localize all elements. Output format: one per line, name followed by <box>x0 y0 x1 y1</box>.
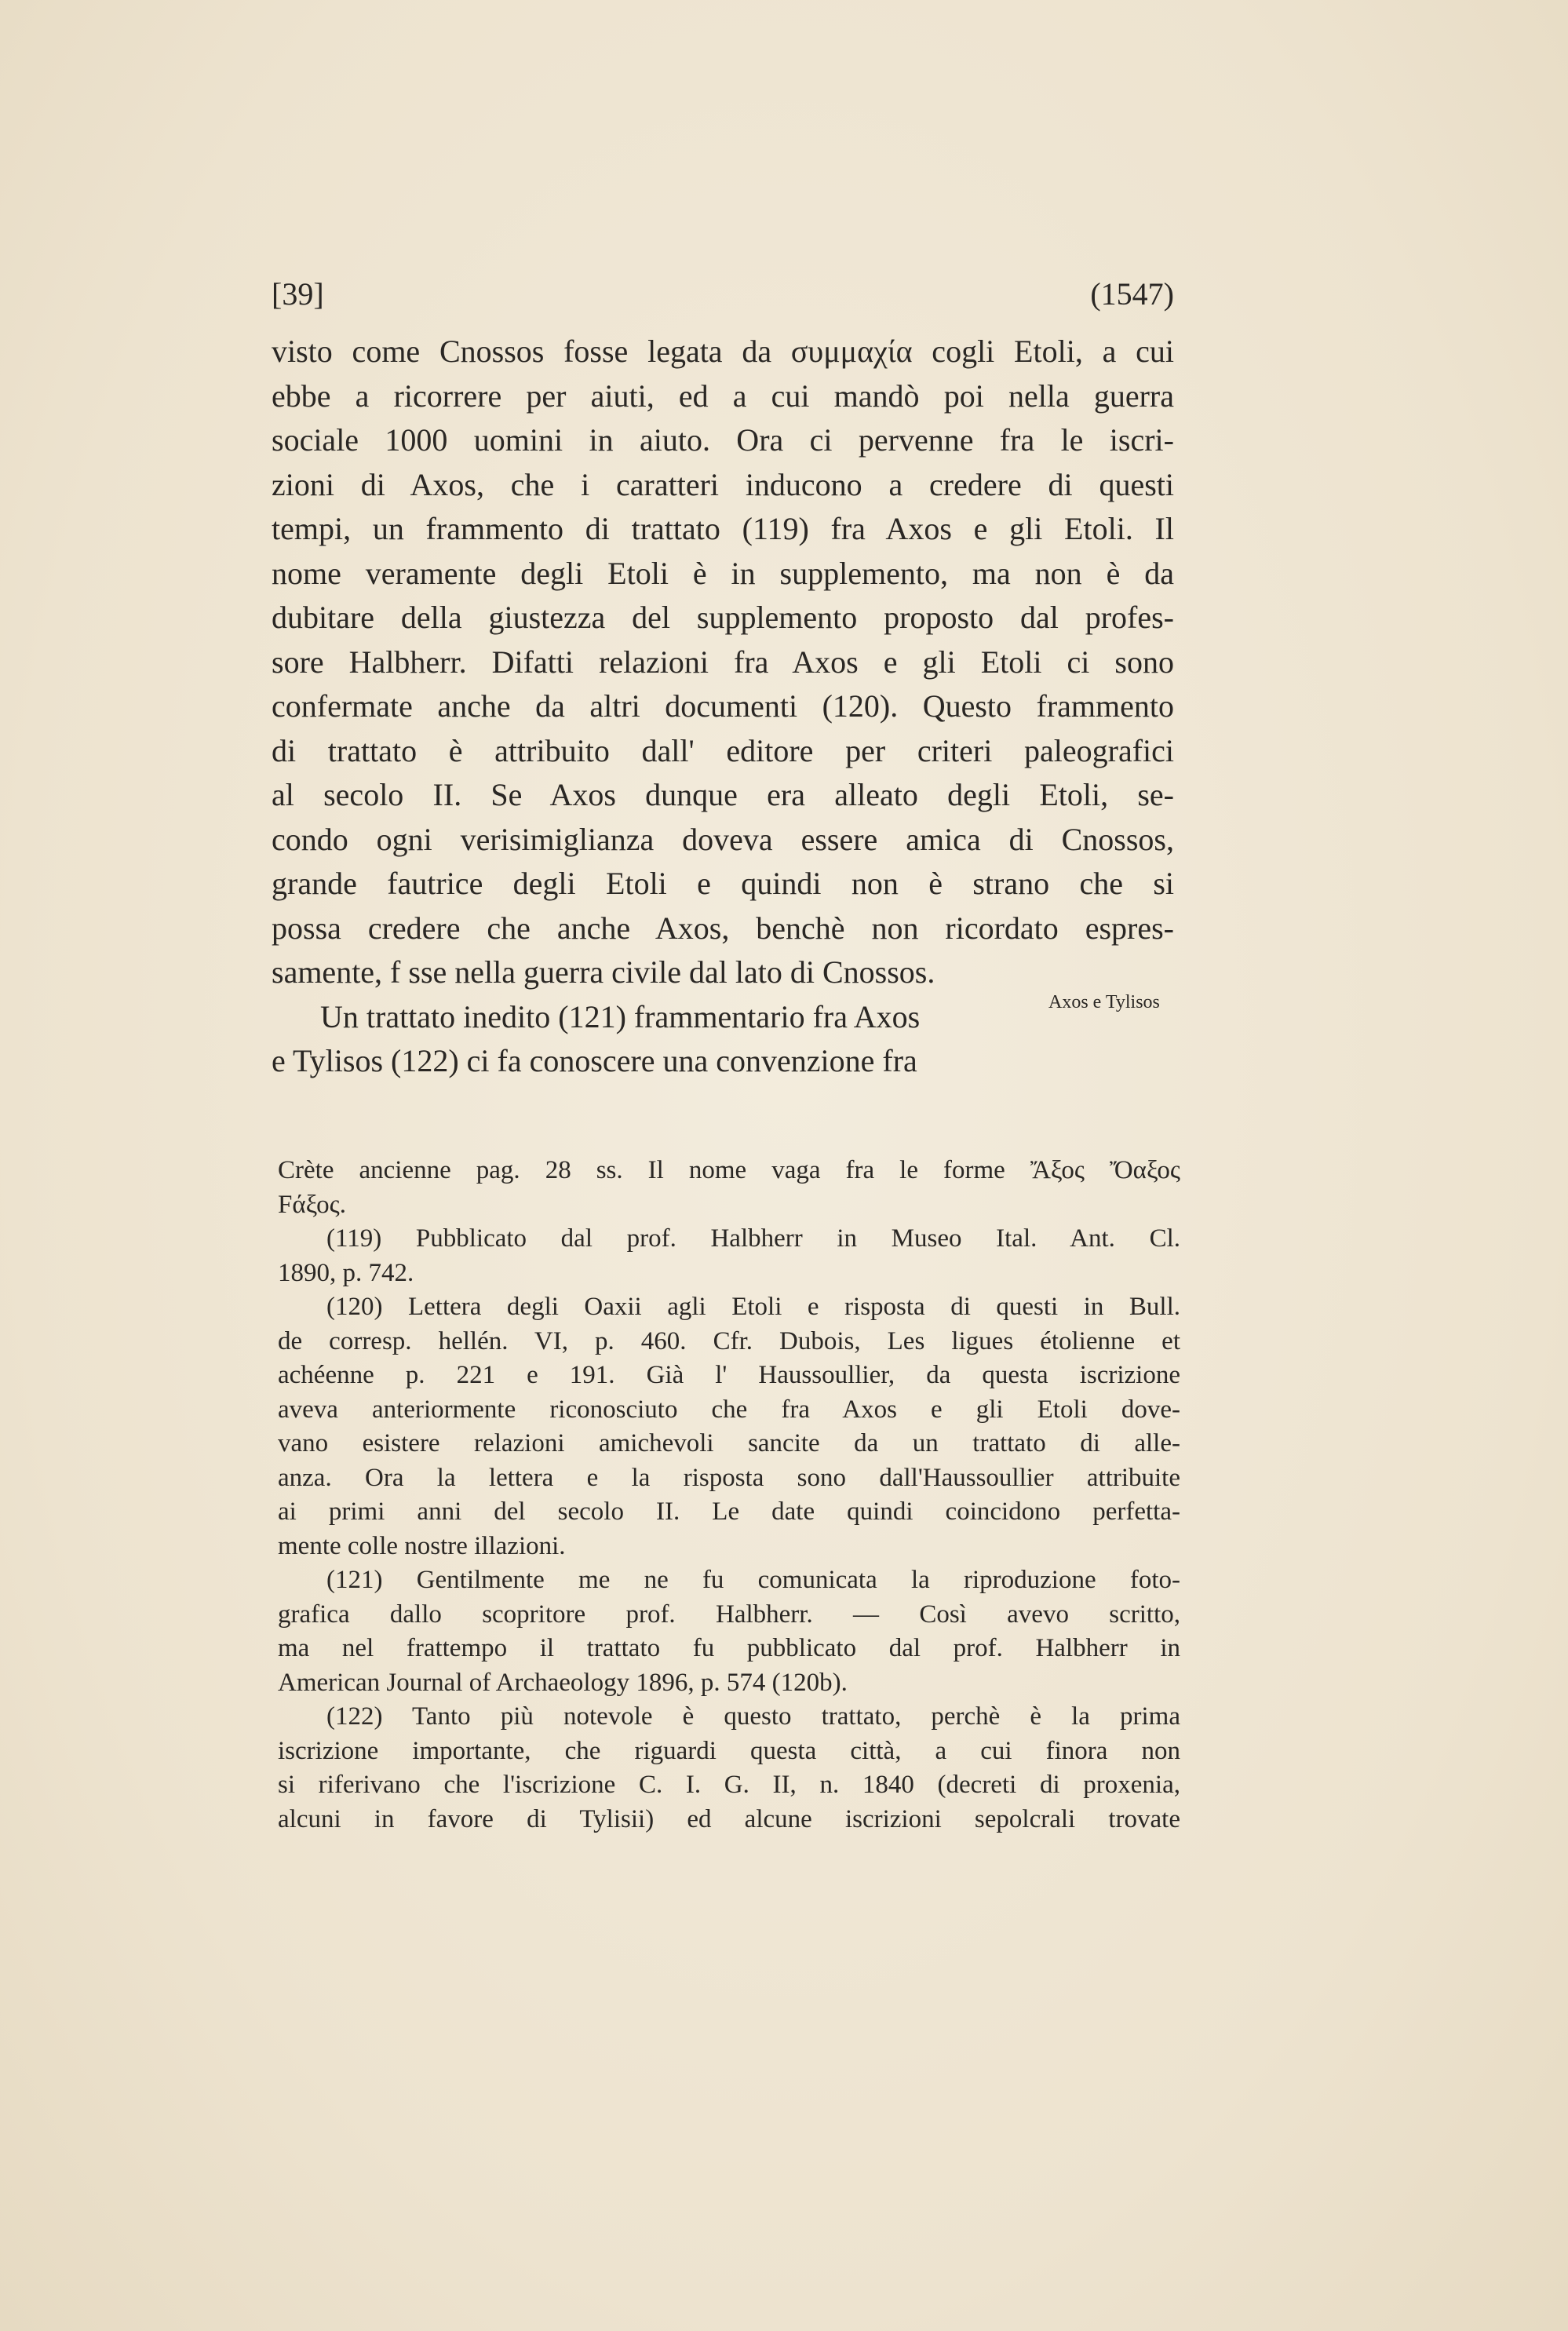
footnote-line: si riferivano che l'iscrizione C. I. G. II, n. 1840 (decreti di proxenia, <box>278 1771 1180 1799</box>
text-line: zioni di Axos, che i caratteri inducono a credere di questi <box>272 466 1174 502</box>
text-line: tempi, un frammento di trattato (119) fra Axos e gli Etoli. Il <box>272 511 1174 546</box>
text-line: grande fautrice degli Etoli e quindi non è strano che si <box>272 866 1174 901</box>
footnote-line: aveva anteriormente riconosciuto che fra Axos e gli Etoli dove- <box>278 1395 1180 1424</box>
footnote-119: (119) Pubblicato dal prof. Halbherr in Museo Ital. Ant. Cl. <box>326 1224 1180 1253</box>
text-line: ebbe a ricorrere per aiuti, ed a cui mandò poi nella guerra <box>272 378 1174 414</box>
footnote-122: (122) Tanto più notevole è questo trattato, perchè è la prima <box>326 1702 1180 1731</box>
text-line: nome veramente degli Etoli è in supplemento, ma non è da <box>272 555 1174 591</box>
page-number-left: [39] <box>272 276 324 312</box>
text-line: condo ogni verisimiglianza doveva essere amica di Cnossos, <box>272 821 1174 857</box>
text-line: confermate anche da altri documenti (120). Questo frammento <box>272 688 1174 724</box>
text-line: sociale 1000 uomini in aiuto. Ora ci pervenne fra le iscri- <box>272 422 1174 458</box>
page-number-right: (1547) <box>1090 276 1174 312</box>
footnote-line: mente colle nostre illazioni. <box>278 1531 566 1560</box>
footnote-line: alcuni in favore di Tylisii) ed alcune iscrizioni sepolcrali trovate <box>278 1804 1180 1833</box>
text-line: samente, f sse nella guerra civile dal lato di Cnossos. <box>272 954 935 990</box>
footnote-line: ma nel frattempo il trattato fu pubblicato dal prof. Halbherr in <box>278 1634 1180 1662</box>
footnote-line: anza. Ora la lettera e la risposta sono dall'Haussoullier attribuite <box>278 1463 1180 1492</box>
text-line: al secolo II. Se Axos dunque era alleato degli Etoli, se- <box>272 777 1174 812</box>
footnote-line: de corresp. hellén. VI, p. 460. Cfr. Dubois, Les ligues étolienne et <box>278 1326 1180 1355</box>
margin-note: Axos e Tylisos <box>1048 992 1160 1012</box>
text-line: sore Halbherr. Difatti relazioni fra Axos e gli Etoli ci sono <box>272 644 1174 680</box>
text-line: di trattato è attribuito dall' editore per criteri paleografici <box>272 732 1174 768</box>
footnote-line: Crète ancienne pag. 28 ss. Il nome vaga fra le forme Ἄξος Ὄαξος <box>278 1156 1180 1184</box>
text-line: dubitare della giustezza del supplemento proposto dal profes- <box>272 600 1174 635</box>
main-text <box>272 330 1174 1084</box>
footnote-line: American Journal of Archaeology 1896, p. 574 (120b). <box>278 1668 848 1697</box>
text-line: e Tylisos (122) ci fa conoscere una convenzione fra <box>272 1043 917 1078</box>
paragraph-2 <box>272 995 1174 1084</box>
footnotes <box>278 1154 1180 1837</box>
footnote-line: achéenne p. 221 e 191. Già l' Haussoullier, da questa iscrizione <box>278 1361 1180 1389</box>
footnote-line: grafica dallo scopritore prof. Halbherr. — Così avevo scritto, <box>278 1600 1180 1629</box>
footnote-line: ai primi anni del secolo II. Le date quindi coincidono perfetta- <box>278 1497 1180 1526</box>
text-line: visto come Cnossos fosse legata da συμμαχία cogli Etoli, a cui <box>272 334 1174 369</box>
footnote-120: (120) Lettera degli Oaxii agli Etoli e risposta di questi in Bull. <box>326 1293 1180 1321</box>
text-line: possa credere che anche Axos, benchè non ricordato espres- <box>272 910 1174 946</box>
paragraph-1 <box>272 330 1174 995</box>
footnote-line: iscrizione importante, che riguardi questa città, a cui finora non <box>278 1736 1180 1765</box>
footnote-line: Fάξος. <box>278 1190 346 1219</box>
footnote-line: 1890, p. 742. <box>278 1258 414 1287</box>
text-line: Un trattato inedito (121) frammentario fra Axos <box>320 998 921 1034</box>
footnote-line: vano esistere relazioni amichevoli sancite da un trattato di alle- <box>278 1429 1180 1457</box>
footnote-121: (121) Gentilmente me ne fu comunicata la riproduzione foto- <box>326 1566 1180 1594</box>
